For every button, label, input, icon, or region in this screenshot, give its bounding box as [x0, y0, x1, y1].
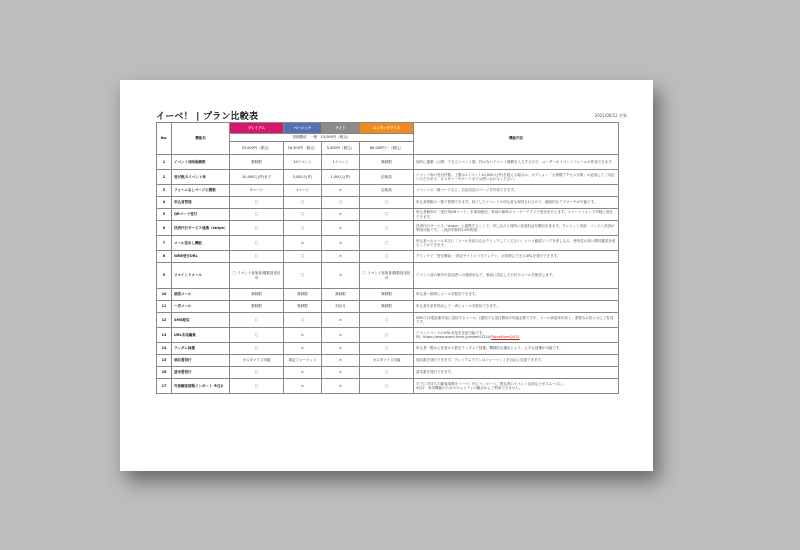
price-lite: 5,500円（税込） [322, 142, 360, 155]
cell-lite: × [322, 221, 360, 236]
cell-enterprise: 無制限 [360, 155, 414, 170]
feature-name: フォームなしページ公開数 [172, 185, 230, 197]
cell-enterprise: 〇 [360, 367, 414, 379]
page-title: イーベ！ | プラン比較表 [156, 112, 259, 122]
description-text: イベントページのURL末尾を変更可能です。 [416, 330, 486, 335]
feature-description [414, 209, 619, 221]
description-text: 申込者個別の「受付用QRコード」を事前配信。専用の無料のリーダーアプリで受付を行えます。スマートフォンで手軽に受付できます。 [416, 210, 613, 219]
row-number: 17 [157, 379, 172, 394]
cell-basic: × [284, 236, 322, 251]
cell-basic: × [284, 379, 322, 394]
cell-basic: 10イベント [284, 155, 322, 170]
plan-premium-header: プレミアム [230, 123, 284, 134]
feature-description [414, 236, 619, 251]
cell-lite: × [322, 343, 360, 355]
description-text: クリックで「受付開始」「指定サイトにリダイレクト」が同時にできるURLを発行できます。 [416, 254, 561, 259]
row-number: 15 [157, 355, 172, 367]
cell-enterprise: 〇 [360, 379, 414, 394]
cell-lite: × [322, 263, 360, 289]
table-row [157, 209, 619, 221]
cell-enterprise: 〇 [360, 221, 414, 236]
cell-premium: 無制限 [230, 289, 284, 301]
feature-name: イベント同時掲載数 [172, 155, 230, 170]
cell-basic: × [284, 328, 322, 343]
cell-enterprise: 〇 [360, 251, 414, 263]
description-text: 申込者一覧から任意の人数をランダムで抽選。機械的な選出により、公平な抽選が可能です。 [416, 346, 563, 351]
cell-premium: 〇 [230, 313, 284, 328]
feature-description [414, 197, 619, 209]
feature-name: リマインドメール [172, 263, 230, 289]
row-number: 3 [157, 185, 172, 197]
row-number: 13 [157, 328, 172, 343]
row-number: 12 [157, 313, 172, 328]
row-number: 14 [157, 343, 172, 355]
cell-lite: 1イベント [322, 155, 360, 170]
cell-premium: カスタマイズ可能 [230, 355, 284, 367]
cell-basic: 無制限 [284, 301, 322, 313]
feature-description [414, 343, 619, 355]
cell-lite: × [322, 209, 360, 221]
cell-basic: 〇 [284, 251, 322, 263]
table-row [157, 251, 619, 263]
cell-lite: 1,000人(件) [322, 170, 360, 185]
plan-comparison-table [156, 122, 619, 394]
row-number: 5 [157, 209, 172, 221]
row-number: 10 [157, 289, 172, 301]
feature-description [414, 328, 619, 343]
row-number: 1 [157, 155, 172, 170]
description-text: 同時に掲載（公開）できるイベント数。枠のないイベント掲載を入力する行で、ユーザーがイベントフォームが作成できます。 [416, 159, 615, 164]
cell-premium: 〇 [230, 221, 284, 236]
cell-basic: 規定フォーマット [284, 355, 322, 367]
cell-basic: 3,000人(件) [284, 170, 322, 185]
cell-basic: × [284, 367, 322, 379]
description-text: SMSでは電話番号宛に送信するメール。(通知でも送信費用が別途必要ですが、メール到達率が高く、重要なお知らせにご有効です。 [416, 315, 614, 324]
cell-premium: 〇 イベント参加者/複数回送信可 [230, 263, 284, 289]
description-line2: ※注2：専用機能のためセキュリティの観点からご利用できません。 [416, 386, 523, 390]
cell-basic: 〇 [284, 221, 322, 236]
cell-basic: 〇 [284, 263, 322, 289]
table-row [157, 343, 619, 355]
feature-description [414, 367, 619, 379]
description-line2: 例）https://www.event-form.jp/event/1234/ [416, 335, 492, 339]
cell-premium: 〇 [230, 379, 284, 394]
row-number: 9 [157, 263, 172, 289]
table-row [157, 236, 619, 251]
feature-name: WEB受付URL [172, 251, 230, 263]
feature-description [414, 355, 619, 367]
feature-description [414, 289, 619, 301]
feature-name: URL末尾編集 [172, 328, 230, 343]
feature-description [414, 251, 619, 263]
table-row [157, 301, 619, 313]
update-date: 2021/06/12 更新 [594, 113, 627, 118]
cell-premium: 5ページ [230, 185, 284, 197]
cell-lite: × [322, 313, 360, 328]
example-url-link[interactable]: TokyoEvent2021 [491, 335, 520, 339]
cell-enterprise: 〇 [360, 209, 414, 221]
feature-name: 個別メール [172, 289, 230, 301]
cell-lite: × [322, 379, 360, 394]
table-row [157, 328, 619, 343]
cell-lite: × [322, 185, 360, 197]
cell-basic: 無制限 [284, 289, 322, 301]
table-row [157, 379, 619, 394]
row-number: 16 [157, 367, 172, 379]
table-row [157, 367, 619, 379]
cell-basic: 1ページ [284, 185, 322, 197]
initial-fee: 初期費用 一律 15,000円（税込） [230, 134, 414, 142]
table-row [157, 185, 619, 197]
header-no: No. [157, 123, 172, 155]
row-number: 11 [157, 301, 172, 313]
cell-lite: × [322, 236, 360, 251]
cell-lite: 2回/月 [322, 301, 360, 313]
cell-premium: 〇 [230, 328, 284, 343]
cell-enterprise: 〇 [360, 328, 414, 343]
header-detail: 機能内容 [414, 123, 619, 155]
cell-premium: 〇 [230, 209, 284, 221]
description-text: 申込者へのメール本文に「メールを読み込むクリックしてください」という確認リンクを差し込み、使用性の高い開封確認を取ることができます。 [416, 238, 616, 247]
price-premium: 33,000円（税込） [230, 142, 284, 155]
feature-description [414, 155, 619, 170]
description-text: 決済代行サービス「stripe」と連携することで、申し込みと同時に参加料金を徴収出来ます。クレジット決済、コンビニ決済が利用可能です。（決済手数料3.6%程度） [416, 223, 615, 232]
table-row [157, 355, 619, 367]
price-enterprise: 66,000円〜（税込） [360, 142, 414, 155]
table-row [157, 221, 619, 236]
price-basic: 16,500円（税込） [284, 142, 322, 155]
cell-enterprise: 無制限 [360, 289, 414, 301]
row-number: 8 [157, 251, 172, 263]
row-number: 4 [157, 197, 172, 209]
plan-lite-header: ライト [322, 123, 360, 134]
feature-name: 一斉メール [172, 301, 230, 313]
row-number: 6 [157, 221, 172, 236]
description-text: 領収書を発行できます。プレミアムプランはフォーマットを自由に変更できます。 [416, 358, 545, 363]
row-number: 7 [157, 236, 172, 251]
cell-enterprise: 〇 [360, 313, 414, 328]
feature-name: 請求書発行 [172, 367, 230, 379]
row-number: 2 [157, 170, 172, 185]
description-text: 申込者へ個別にメールを配信できます。 [416, 292, 479, 297]
table-row [157, 313, 619, 328]
description-text: イベント毎の受付件数。上限は1イベント10,000人(件)を超える場合は、オプション「大規模アクセス対策」の追加にてご対応いただけます。カスタマーサポートまでお問い合わせください。 [416, 172, 615, 181]
feature-name: ランダム抽選 [172, 343, 230, 355]
cell-premium: 〇 [230, 197, 284, 209]
cell-lite: 〇 [322, 197, 360, 209]
cell-lite: × [322, 367, 360, 379]
feature-description [414, 263, 619, 289]
description-text: 申込者を条件抽出して一斉にメールを配信できます。 [416, 304, 500, 309]
feature-description [414, 379, 619, 394]
document-page [120, 80, 653, 471]
table-row [157, 197, 619, 209]
cell-enterprise: 〇 [360, 343, 414, 355]
cell-basic: × [284, 343, 322, 355]
table-row [157, 155, 619, 170]
feature-name: メール差出し機能 [172, 236, 230, 251]
description-text: 請求書を発行できます。 [416, 370, 455, 375]
cell-premium: 〇 [230, 343, 284, 355]
table-row [157, 263, 619, 289]
cell-lite: × [322, 251, 360, 263]
cell-basic: 〇 [284, 313, 322, 328]
cell-enterprise: カスタマイズ可能 [360, 355, 414, 367]
cell-lite: 無制限 [322, 289, 360, 301]
cell-premium: 10,000人(件)まで [230, 170, 284, 185]
cell-premium: 無制限 [230, 301, 284, 313]
description-text: イベントの一覧ページなど、自由設定のページを作成できます。 [416, 188, 518, 193]
cell-enterprise: 応相談 [360, 170, 414, 185]
feature-name: 申込者管理 [172, 197, 230, 209]
description-text: すでに手持ちの顧客情報をイーベ！内にインポート。既存者のイベント参加などがスムーズに。 [416, 381, 566, 386]
header-feature: 機能名 [172, 123, 230, 155]
feature-name: 決済代行サービス連携（stripe） [172, 221, 230, 236]
feature-description [414, 221, 619, 236]
cell-premium: 〇 [230, 367, 284, 379]
feature-name: SMS配信 [172, 313, 230, 328]
cell-basic: 〇 [284, 197, 322, 209]
cell-lite: × [322, 328, 360, 343]
feature-description [414, 185, 619, 197]
plan-basic-header: ベーシック [284, 123, 322, 134]
table-row [157, 170, 619, 185]
feature-name: 領収書発行 [172, 355, 230, 367]
cell-premium: 無制限 [230, 155, 284, 170]
feature-description [414, 170, 619, 185]
cell-enterprise: 〇 [360, 236, 414, 251]
cell-enterprise: 〇 [360, 197, 414, 209]
cell-premium: 〇 [230, 251, 284, 263]
feature-name: 受付数/1イベント毎 [172, 170, 230, 185]
feature-description [414, 301, 619, 313]
cell-enterprise: 無制限 [360, 301, 414, 313]
cell-basic: 〇 [284, 209, 322, 221]
feature-description [414, 313, 619, 328]
description-text: イベント前の案内や参加者への連絡用など、事前に設定した日付やメールを配信します。 [416, 273, 556, 278]
cell-premium: 〇 [230, 236, 284, 251]
feature-name: 外部顧客情報インポート ※注2 [172, 379, 230, 394]
description-text: 申込者情報の一覧で管理できます。終了したイベントの申込者も保持されるので、継続的なアプローチが可能です。 [416, 200, 598, 205]
plan-enterprise-header: エンタープライズ [360, 123, 414, 134]
cell-lite: × [322, 355, 360, 367]
cell-enterprise: 〇 イベント参加者/複数回送信可 [360, 263, 414, 289]
cell-enterprise: 応相談 [360, 185, 414, 197]
table-row [157, 289, 619, 301]
feature-name: QRコード受付 [172, 209, 230, 221]
